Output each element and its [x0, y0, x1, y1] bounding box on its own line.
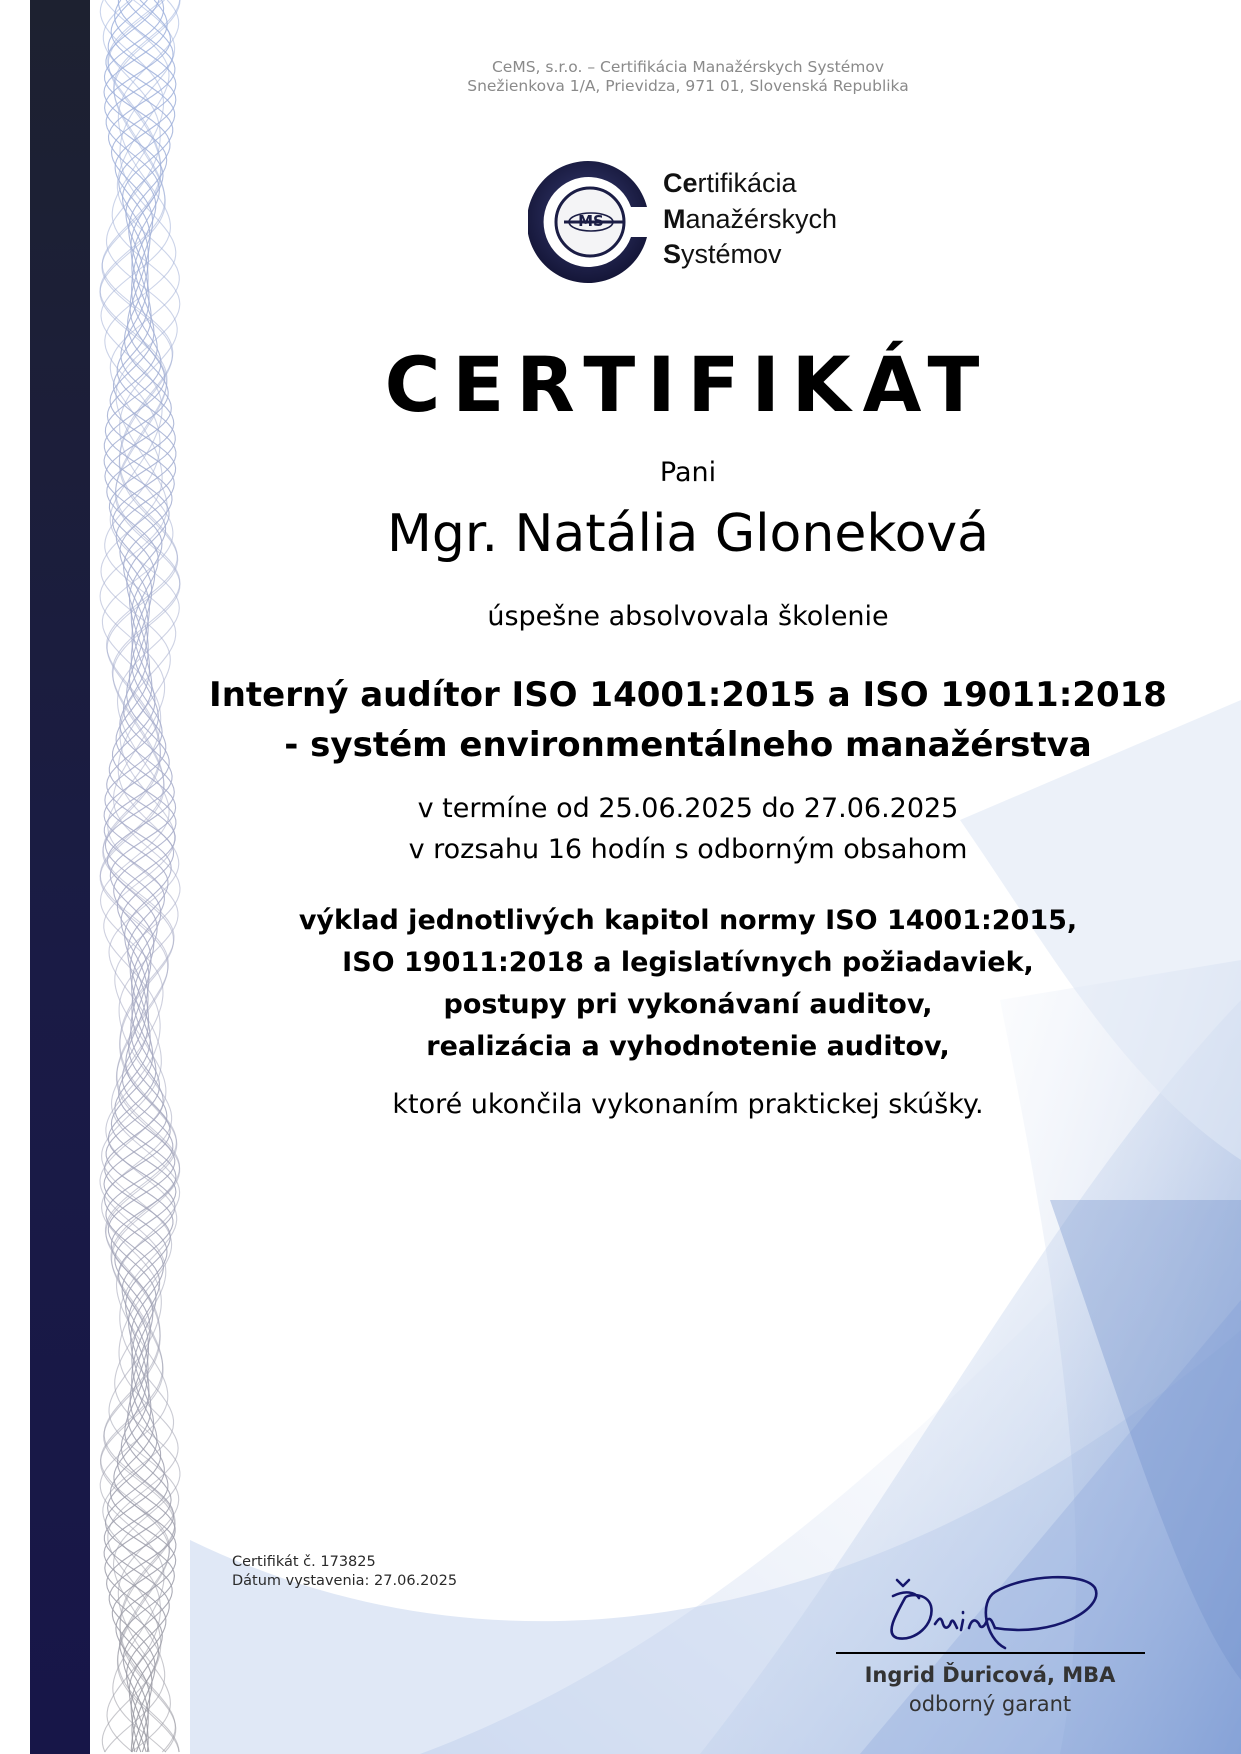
course-title-line-1: Interný audítor ISO 14001:2015 a ISO 19011:2018: [209, 675, 1167, 715]
issuer-address: [0, 58, 1241, 96]
completion-statement: úspešne absolvovala školenie: [487, 601, 889, 632]
logo-word-3-rest: ystémov: [681, 239, 782, 269]
certificate-meta: [232, 1553, 457, 1591]
certificate-number: Certifikát č. 173825: [232, 1554, 376, 1570]
logo-word-1-cap: Ce: [663, 168, 698, 198]
course-hours: v rozsahu 16 hodín s odborným obsahom: [408, 834, 968, 865]
course-topics: [0, 900, 1241, 1068]
recipient-name: Mgr. Natália Gloneková: [386, 504, 990, 564]
logo-monogram: MS: [578, 212, 604, 230]
course-dates: v termíne od 25.06.2025 do 27.06.2025: [417, 793, 959, 824]
course-title: [0, 670, 1241, 770]
cems-logo: [528, 158, 858, 286]
logo-word-3-cap: S: [663, 239, 682, 269]
signature-line: [836, 1652, 1145, 1654]
logo-word-2-rest: anažérskych: [685, 203, 838, 234]
handwritten-signature: [875, 1568, 1115, 1658]
guilloche-border-ornament: [90, 0, 190, 1754]
left-decorative-band: [30, 0, 90, 1754]
signatory-name: Ingrid Ďuricová, MBA: [864, 1663, 1116, 1687]
closing-statement: ktoré ukončila vykonaním praktickej skúšky.: [392, 1089, 984, 1120]
logo-word-2-cap: M: [663, 203, 686, 234]
signatory: [840, 1660, 1140, 1718]
issuer-street: Snežienkova 1/A, Prievidza, 971 01, Slovenská Republika: [467, 77, 909, 95]
issuer-company: CeMS, s.r.o. – Certifikácia Manažérskych Systémov: [491, 58, 885, 76]
course-title-line-2: - systém environmentálneho manažérstva: [284, 725, 1092, 765]
certificate-title: CERTIFIKÁT: [384, 340, 992, 429]
topic-line: realizácia a vyhodnotenie auditov,: [426, 1031, 950, 1062]
topic-line: výklad jednotlivých kapitol normy ISO 14001:2015,: [298, 905, 1078, 936]
salutation: Pani: [659, 457, 717, 488]
logo-wordmark: [663, 166, 837, 273]
issue-date: Dátum vystavenia: 27.06.2025: [232, 1573, 458, 1589]
signatory-role: odborný garant: [908, 1692, 1072, 1716]
topic-line: postupy pri vykonávaní auditov,: [443, 989, 933, 1020]
course-schedule: [0, 788, 1241, 870]
topic-line: ISO 19011:2018 a legislatívnych požiadaviek,: [342, 947, 1034, 978]
cems-logo-emblem: [528, 158, 656, 286]
logo-word-1-rest: rtifikácia: [697, 168, 797, 198]
